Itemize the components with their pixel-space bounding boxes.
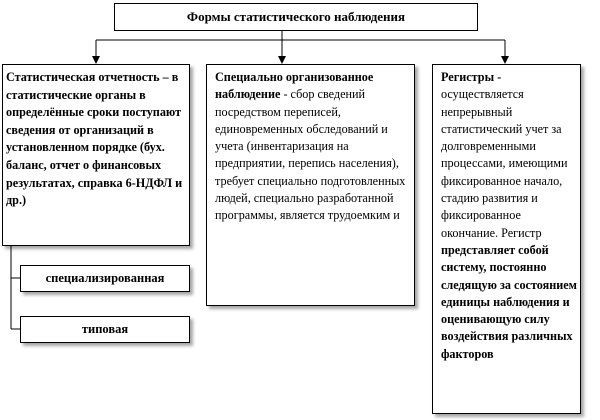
registers-body: осуществляется непрерывный статистический учет за долговременными процессами, имеющими фиксированное начало, стадию развития и фиксированное окончание. Регистр [441,87,568,240]
special-observation-heading: Специально организованное наблюдение [215,70,374,102]
sub-item-typical [20,316,190,343]
sub-item-specialized-label: специализированная [45,271,165,285]
box-registers [432,64,581,414]
box-statistical-reporting [2,64,190,246]
box-special-observation [206,64,415,306]
sub-item-typical-label: типовая [81,322,129,336]
registers-heading: Регистры - [441,70,502,84]
special-observation-body: - сбор сведений посредством переписей, единовременных обследований и учета (инвентаризация на предприятии, перепись населения), требует специально подготовленных людей, специально разработанной программы, является трудоемким и [215,87,406,223]
statistical-reporting-heading: Статистическая отчетность [6,70,160,84]
diagram-title [114,3,478,31]
statistical-reporting-body: – в статистические органы в определённые сроки поступают сведения от организаций в установленном порядке (бух. баланс, отчет о финансовых результатах, справка 6-НДФЛ и др.) [6,70,183,208]
diagram-title-text: Формы статистического наблюдения [186,9,406,24]
registers-tail: представляет собой систему, постоянно следящую за состоянием единицы наблюдения и оценивающую силу воздействия различных факторов [441,242,577,361]
sub-item-specialized [20,265,190,292]
